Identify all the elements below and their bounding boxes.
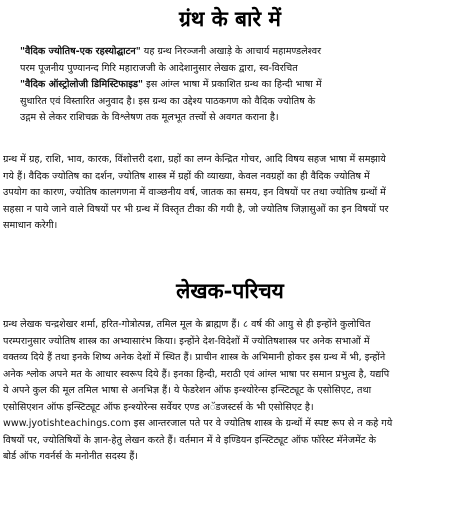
text-line: उद्गम से लेकर राशिचक्र के विश्लेषण तक मूलभूत तत्त्वों से अवगत कराना है। [20,112,279,123]
text-line: वक्तव्य दिये हैं तथा इनके शिष्य अनेक देशों में स्थित हैं। प्राचीन शास्त्र के अभिमानी होकर इस ग्रन्थ में भी, इन्होंने [3,352,386,363]
section-heading-about-book: ग्रंथ के बारे में [179,6,281,31]
author-paragraph [3,317,452,466]
text-line: अनेक श्लोक अपने मत के आधार स्वरूप दिये हैं। इनका हिन्दी, मराठी एवं आंग्ल भाषा पर समान प्रभुत्व है, यद्यपि [3,368,390,380]
text-line: परम्परानुसार ज्योतिष शास्त्र का अभ्यासारंभ किया। इन्होंने देश-विदेशों में ज्योतिषशास्त्र पर अनेक सभाओं में [3,335,370,347]
content-paragraph [3,152,450,235]
text-line: बोर्ड ऑफ गवर्नर्स के मनोनीत सदस्य हैं। [3,451,138,462]
text-line: ये अपने कुल की मूल तमिल भाषा से अनभिज्ञ हैं। ये फेडरेशन ऑफ इन्श्योरेन्स इन्स्टिट्यूट के एसोसिएट, तथा [3,385,372,396]
book-title-hindi: "वैदिक ज्योतिष-एक रहस्योद्घाटन" [20,46,141,57]
text-line: विषयों पर, ज्योतिषियों के ज्ञान-हेतु लेखन करते हैं। वर्तमान में वे इण्डियन इन्स्टिट्यूट ऑफ फॉरेस्ट मॅनेजमेंट के [3,434,376,446]
text-line: www.jyotishteachings.com इस आन्तरजाल पते पर वे ज्योतिष शास्त्र के ग्रन्थों में स्पष्ट रूप से न कहे गये [3,418,393,429]
text-line: ग्रन्थ लेखक चन्द्रशेखर शर्मा, हरित-गोत्रोत्पन्न, तमिल मूल के ब्राह्मण हैं। ८ वर्ष की आयु से ही इन्होंने कुलोचित [3,319,371,330]
text-line: सुधारित एवं विस्तारित अनुवाद है। इस ग्रन्थ का उद्देश्य पाठकगण को वैदिक ज्योतिष के [20,95,316,107]
text-line: एसोसिएशन ऑफ इन्स्टिट्यूट ऑफ इन्श्योरेन्स सर्वेयर एण्ड अॅडजस्टर्स के भी एसोसिएट है। [3,401,314,413]
text-line: समाधान करेगी। [3,220,58,231]
text-line: सहसा न पाये जाने वाले विषयों पर भी ग्रन्थ में विस्तृत टीका की गयी है, जो ज्योतिष जिज्ञासुओं का इन विषयों पर [3,203,389,215]
text-line: उपयोग का कारण, ज्योतिष कालगणना में वाञ्छनीय वर्ष, जातक का समय, इन विषयों पर तथा ज्योतिष ग्रन्थों में [3,187,386,198]
text-line: गये हैं। वैदिक ज्योतिष का दर्शन, ज्योतिष शास्त्र में ग्रहों की व्याख्या, केवल नवग्रहों का ही वैदिक ज्योतिष में [3,170,370,182]
text-line: परम पूजनीय पुण्यानन्द गिरि महाराजजी के आदेशानुसार लेखक द्वारा, स्व-विरचित [20,62,298,74]
text-line: "वैदिक ज्योतिष-एक रहस्योद्घाटन" यह ग्रन्थ निरञ्जनी अखाड़े के आचार्य महामण्डलेश्वर [20,46,321,57]
book-title-english: "वैदिक ऑस्ट्रोलोजी डिमिस्टिफाइड" [20,79,144,90]
intro-paragraph [20,44,445,127]
section-heading-author-intro: लेखक-परिचय [176,278,284,303]
text-line: "वैदिक ऑस्ट्रोलोजी डिमिस्टिफाइड" इस आंग्ल भाषा में प्रकाशित ग्रन्थ का हिन्दी भाषा में [20,79,322,90]
text-line: ग्रन्थ में ग्रह, राशि, भाव, कारक, विंशोत्तरी दशा, ग्रहों का लग्न केन्द्रित गोचर, आदि विषय सहज भाषा में समझाये [3,154,386,165]
